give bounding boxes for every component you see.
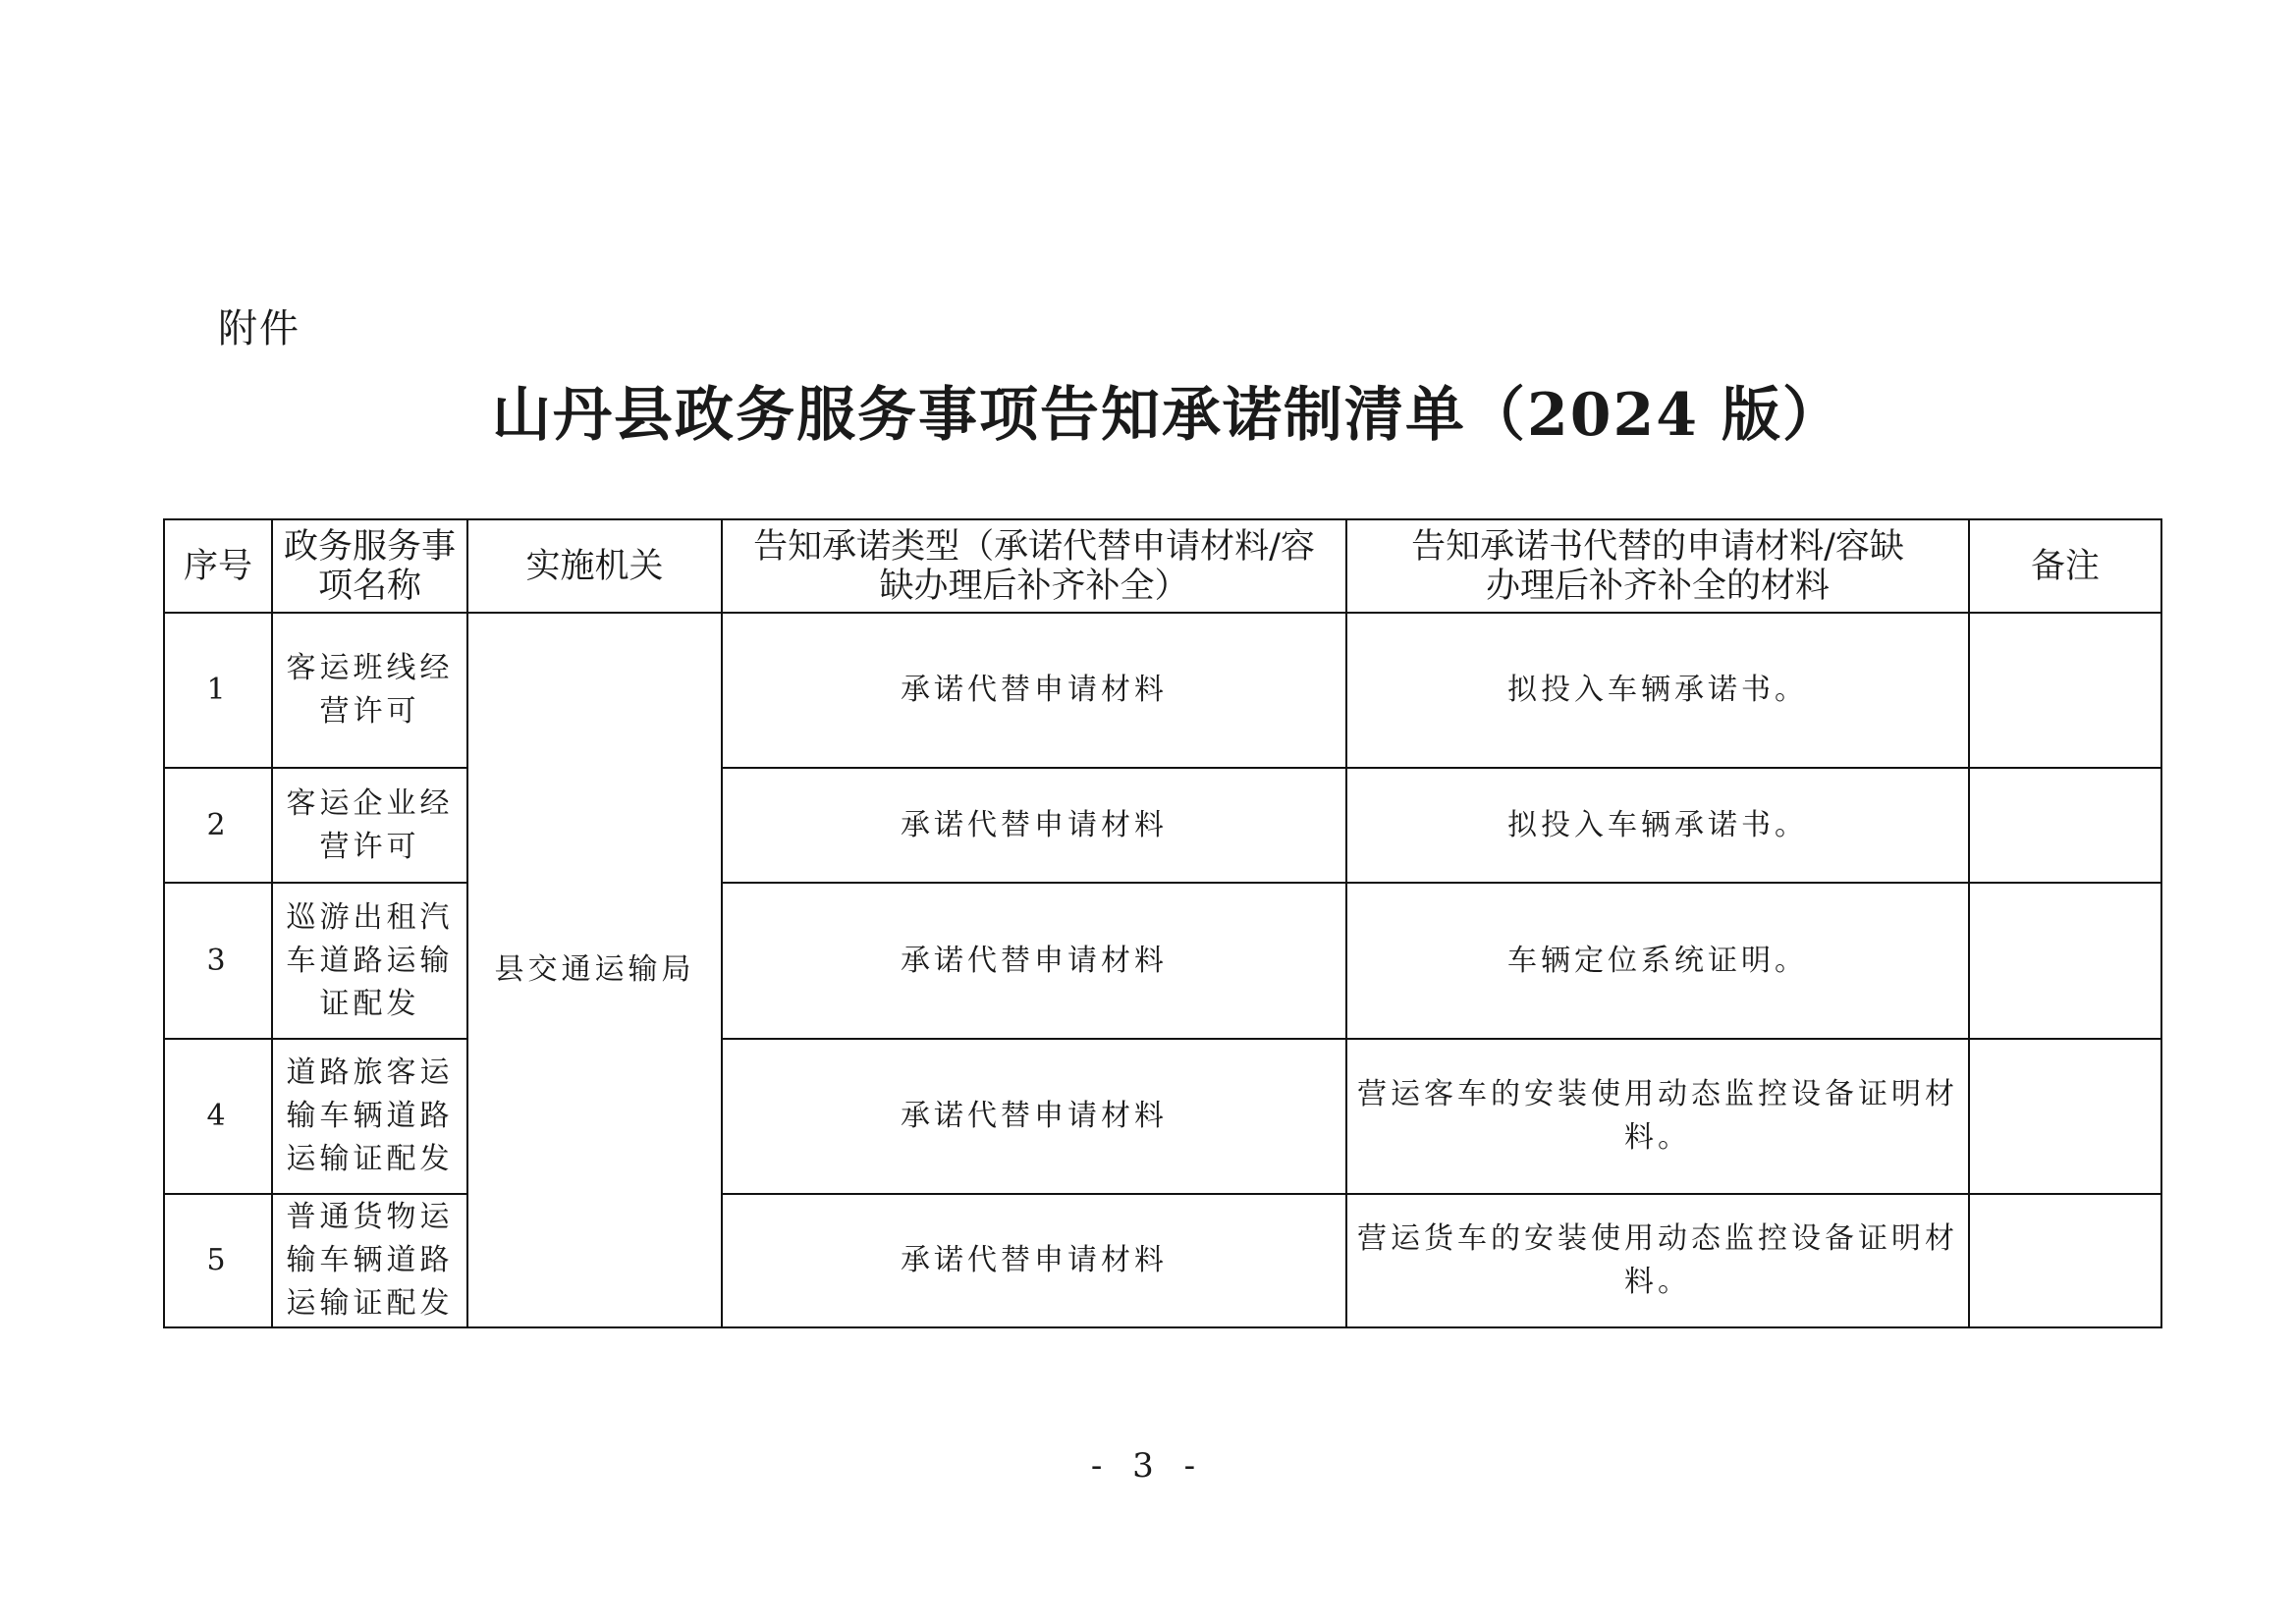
column-header-materials: 告知承诺书代替的申请材料/容缺办理后补齐补全的材料	[1346, 519, 1969, 613]
row-item-name-text: 道路旅客运输车辆道路运输证配发	[286, 1055, 454, 1176]
row-index: 1	[164, 613, 272, 768]
table-header-row	[164, 519, 2161, 613]
row-index: 2	[164, 768, 272, 883]
column-header-item-name: 政务服务事项名称	[272, 519, 467, 613]
row-index: 5	[164, 1194, 272, 1327]
row-item-name	[272, 1039, 467, 1194]
row-commitment-type: 承诺代替申请材料	[722, 613, 1346, 768]
row-remarks	[1969, 1194, 2161, 1327]
row-commitment-type: 承诺代替申请材料	[722, 883, 1346, 1039]
row-materials: 车辆定位系统证明。	[1346, 883, 1969, 1039]
row-materials: 营运货车的安装使用动态监控设备证明材料。	[1346, 1194, 1969, 1327]
row-materials: 拟投入车辆承诺书。	[1346, 613, 1969, 768]
row-index: 4	[164, 1039, 272, 1194]
page-number: - 3 -	[1090, 1446, 1206, 1486]
row-item-name-text: 客运企业经营许可	[286, 785, 454, 864]
column-header-remarks: 备注	[1969, 519, 2161, 613]
row-item-name-text: 普通货物运输车辆道路运输证配发	[286, 1200, 454, 1321]
row-index: 3	[164, 883, 272, 1039]
row-commitment-type: 承诺代替申请材料	[722, 768, 1346, 883]
row-remarks	[1969, 768, 2161, 883]
row-remarks	[1969, 1039, 2161, 1194]
attachment-label: 附件	[218, 306, 301, 352]
column-header-agency: 实施机关	[467, 519, 722, 613]
row-remarks	[1969, 883, 2161, 1039]
table-row	[164, 1039, 2161, 1194]
agency-cell: 县交通运输局	[467, 613, 722, 1327]
document-title: 山丹县政务服务事项告知承诺制清单（2024 版）	[492, 381, 1843, 450]
table-row	[164, 883, 2161, 1039]
row-item-name	[272, 768, 467, 883]
column-header-commitment-type: 告知承诺类型（承诺代替申请材料/容缺办理后补齐补全）	[722, 519, 1346, 613]
row-materials: 营运客车的安装使用动态监控设备证明材料。	[1346, 1039, 1969, 1194]
commitment-list-table	[163, 518, 2162, 1328]
table-row	[164, 1194, 2161, 1327]
row-item-name-text: 客运班线经营许可	[286, 651, 454, 729]
row-commitment-type: 承诺代替申请材料	[722, 1194, 1346, 1327]
row-materials: 拟投入车辆承诺书。	[1346, 768, 1969, 883]
row-remarks	[1969, 613, 2161, 768]
row-item-name	[272, 1194, 467, 1327]
column-header-index: 序号	[164, 519, 272, 613]
table-row	[164, 613, 2161, 768]
table-row	[164, 768, 2161, 883]
row-item-name	[272, 883, 467, 1039]
row-commitment-type: 承诺代替申请材料	[722, 1039, 1346, 1194]
row-item-name	[272, 613, 467, 768]
row-item-name-text: 巡游出租汽车道路运输证配发	[286, 899, 454, 1021]
